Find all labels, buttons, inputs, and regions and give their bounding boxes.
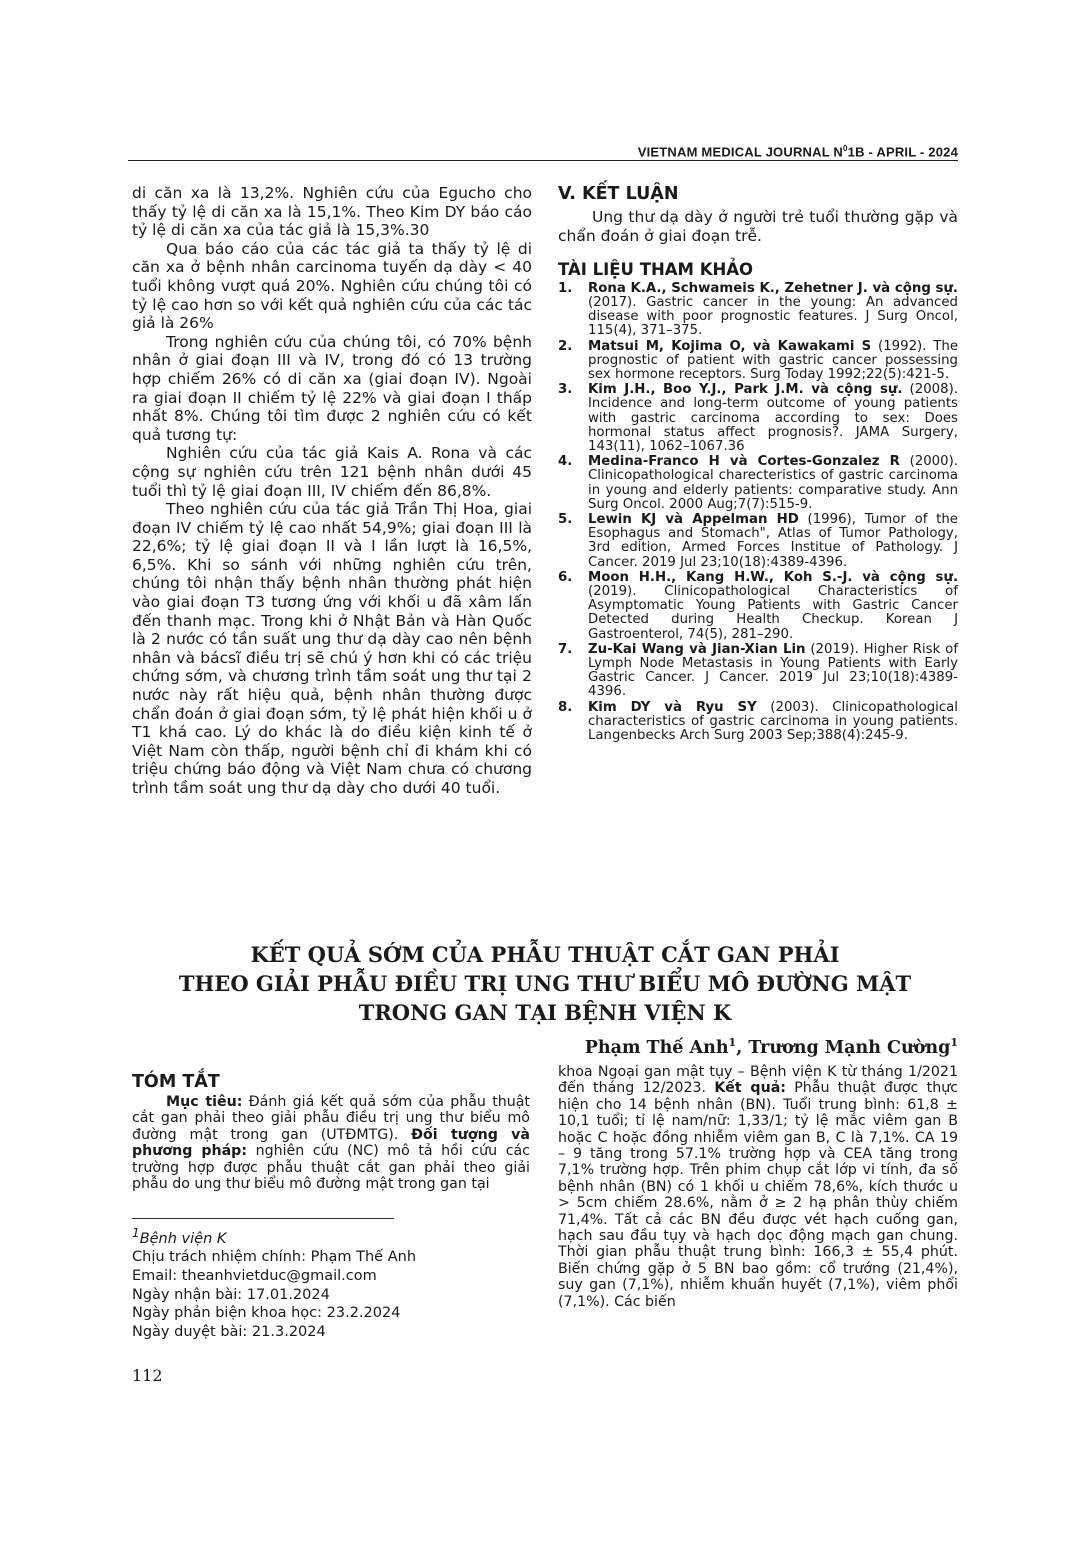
article-title-line: KẾT QUẢ SỚM CỦA PHẪU THUẬT CẮT GAN PHẢI bbox=[250, 942, 840, 967]
conclusion-text: Ung thư dạ dày ở người trẻ tuổi thường gặp và chẩn đoán ở giai đoạn trễ. bbox=[558, 208, 958, 245]
discussion-paragraph: Qua báo cáo của các tác giả ta thấy tỷ lệ di căn xa ở bệnh nhân carcinoma tuyến dạ dày < 40 tuổi không vượt quá 20%. Nghiên cứu chúng tôi có tỷ lệ cao hơn so với kết quả nghiên cứu của các tác giả là 26% bbox=[132, 239, 532, 333]
discussion-column bbox=[132, 184, 532, 798]
abstract-text: khoa Ngoại gan mật tụy – Bệnh viện K từ tháng 1/2021 đến tháng 12/2023. bbox=[558, 1064, 958, 1097]
abstract-left bbox=[132, 1094, 530, 1192]
reference-details: (2017). Gastric cancer in the young: An advanced disease with poor prognostic features. J Surg Oncol, 115(4), 371–375. bbox=[588, 294, 958, 339]
reference-authors: Medina-Franco H và Cortes-Gonzalez R bbox=[588, 454, 900, 470]
header-divider bbox=[128, 160, 958, 161]
affiliation-name: Bệnh viện K bbox=[139, 1230, 227, 1247]
conclusion-references-column bbox=[558, 184, 958, 744]
footnotes bbox=[132, 1224, 416, 1341]
reference-authors: Zu-Kai Wang và Jian-Xian Lin bbox=[588, 641, 806, 657]
affiliation-mark: 1 bbox=[132, 1226, 140, 1240]
accepted-date: Ngày duyệt bài: 21.3.2024 bbox=[132, 1323, 326, 1340]
reference-number: 4. bbox=[558, 454, 573, 470]
reference-details: (2003). Clinicopathological characteristics of gastric carcinoma in young patients. Langenbecks Arch Surg 2003 Sep;388(4):245-9. bbox=[588, 699, 958, 744]
reference-authors: Kim DY và Ryu SY bbox=[588, 699, 757, 715]
reference-details: (2000). Clinicopathological charecteristics of gastric carcinoma in young and elderly patients: comparative study. Ann Surg Oncol. 2000 Aug;7(7):515-9. bbox=[588, 454, 959, 512]
article-title bbox=[150, 940, 940, 1027]
reference-number: 8. bbox=[558, 699, 573, 715]
reference-item bbox=[558, 340, 958, 383]
author-affiliation-mark: 1 bbox=[950, 1036, 958, 1049]
page-number: 112 bbox=[132, 1366, 163, 1385]
reference-authors: Moon H.H., Kang H.W., Koh S.-J. và cộng sự. bbox=[588, 569, 958, 585]
reference-authors: Lewin KJ và Appelman HD bbox=[588, 512, 799, 528]
results-label: Kết quả: bbox=[714, 1080, 786, 1097]
results-text: Phẫu thuật được thực hiện cho 14 bệnh nhân (BN). Tuổi trung bình: 61,8 ± 10,1 tuổi; tỉ lệ nam/nữ: 1,33/1; tỷ lệ mắc viêm gan B hoặc C hoặc đồng nhiễm viêm gan B, C là 7,1%. CA 19 – 9 tăng trong 57.1% trường hợp và CEA tăng trong 7,1% trường hợp. Trên phim chụp cắt lớp vi tính, đa số bệnh nhân (BN) có 1 khối u chiếm 78,6%, kích thước u > 5cm chiếm 28.6%, nằm ở ≥ 2 hạ phân thùy chiếm 71,4%. Tất cả các BN đều được vét hạch cuống gan, hạch sau đầu tụy và hạch dọc động mạch gan chung. Thời gian phẫu thuật trung bình: 166,3 ± 55,4 phút. Biến chứng gặp ở 5 BN bao gồm: cổ trướng (21,4%), suy gan (7,1%), nhiễm khuẩn huyết (7,1%), viêm phổi (7,1%). Các biến bbox=[558, 1080, 959, 1310]
objective-label: Mục tiêu: bbox=[166, 1094, 243, 1110]
reference-item bbox=[558, 701, 958, 744]
discussion-paragraph: Theo nghiên cứu của tác giả Trần Thị Hoa, giai đoạn IV chiếm tỷ lệ cao nhất 54,9%; giai đoạn III là 22,6%; tỷ lệ giai đoạn II và I lần lượt là 16,5%, 6,5%. Khi so sánh với những nghiên cứu trên, chúng tôi nhận thấy bệnh nhân thường phát hiện vào giai đoạn T3 tương ứng với khối u đã xâm lấn đến thanh mạc. Trong khi ở Nhật Bản và Hàn Quốc là 2 nước có tần suất ung thư dạ dày cao nên bệnh nhân và bácsĩ điều trị sẽ chú ý hơn khi có các triệu chứng sớm, và chương trình tầm soát ung thư tại 2 nước này rất hiệu quả, bệnh nhân thường được chẩn đoán ở giai đoạn sớm, tỷ lệ phát hiện khối u ở T1 khá cao. Lý do khác là do điều kiện kinh tế ở Việt Nam còn thấp, người bệnh chỉ đi khám khi có triệu chứng báo động và Việt Nam chưa có chương trình tầm soát ung thư dạ dày cho dưới 40 tuổi. bbox=[132, 500, 532, 797]
reference-number: 6. bbox=[558, 569, 573, 585]
received-date: Ngày nhận bài: 17.01.2024 bbox=[132, 1286, 330, 1303]
author-name: Phạm Thế Anh bbox=[584, 1037, 729, 1058]
reference-number: 3. bbox=[558, 382, 573, 398]
article-authors bbox=[585, 1036, 958, 1058]
article-title-line: TRONG GAN TẠI BỆNH VIỆN K bbox=[358, 1000, 732, 1025]
responsible-author: Chịu trách nhiệm chính: Phạm Thế Anh bbox=[132, 1249, 417, 1266]
reference-authors: Kim J.H., Boo Y.J., Park J.M. và cộng sự. bbox=[588, 382, 903, 398]
footnote-divider bbox=[132, 1218, 394, 1219]
reference-number: 1. bbox=[558, 280, 573, 296]
reference-item bbox=[558, 282, 958, 339]
reference-details: (1996), Tumor of the Esophagus and Stomach", Atlas of Tumor Pathology, 3rd edition, Armed Forces Institue of Pathology. J Cancer. 2019 Jul 23;10(18):4389-4396. bbox=[588, 512, 958, 570]
reference-item bbox=[558, 643, 958, 700]
reference-item bbox=[558, 513, 958, 570]
author-name: Trương Mạnh Cường bbox=[748, 1037, 951, 1058]
reference-details: (2019). Clinicopathological Characteristics of Asymptomatic Young Patients with Gastric Cancer Detected during Health Checkup. Korean J Gastroenterol, 74(5), 281–290. bbox=[588, 584, 958, 642]
affiliation-footnote bbox=[132, 1224, 416, 1248]
summary-heading: TÓM TẮT bbox=[132, 1072, 220, 1092]
methods-label: Đối tượng và phương pháp: bbox=[132, 1126, 530, 1160]
discussion-paragraph: di căn xa là 13,2%. Nghiên cứu của Egucho cho thấy tỷ lệ di căn xa là 15,1%. Theo Kim DY báo cáo tỷ lệ di căn xa của tác giả là 15,3%.30 bbox=[132, 184, 532, 240]
contact-email: Email: theanhvietduc@gmail.com bbox=[132, 1268, 377, 1285]
reference-details: (2019). Higher Risk of Lymph Node Metastasis in Young Patients with Early Gastric Cancer. J Cancer. 2019 Jul 23;10(18):4389-4396. bbox=[588, 641, 958, 700]
methods-text: nghiên cứu (NC) mô tả hồi cứu các trường hợp được phẫu thuật cắt gan phải theo giải phẫu do ung thư biểu mô đường mật trong gan tại bbox=[132, 1143, 530, 1193]
reference-item bbox=[558, 455, 958, 512]
reference-item bbox=[558, 383, 958, 454]
discussion-paragraph: Nghiên cứu của tác giả Kais A. Rona và các cộng sự nghiên cứu trên 121 bệnh nhân dưới 45 tuổi thì tỷ lệ giai đoạn III, IV chiếm đến 86,8%. bbox=[132, 444, 532, 500]
reference-number: 5. bbox=[558, 512, 573, 528]
objective-text: Đánh giá kết quả sớm của phẫu thuật cắt gan phải theo giải phẫu điều trị ung thư biểu mô đường mật trong gan (UTĐMTG). bbox=[132, 1094, 530, 1143]
journal-header-sup: 0 bbox=[843, 144, 848, 153]
abstract-right bbox=[558, 1064, 958, 1310]
reference-authors: Matsui M, Kojima O, và Kawakami S bbox=[588, 338, 872, 354]
journal-header bbox=[128, 144, 958, 159]
conclusion-heading: V. KẾT LUẬN bbox=[558, 184, 679, 204]
reference-authors: Rona K.A., Schwameis K., Zehetner J. và cộng sự. bbox=[588, 280, 958, 296]
reference-number: 7. bbox=[558, 641, 573, 657]
reviewed-date: Ngày phản biện khoa học: 23.2.2024 bbox=[132, 1305, 401, 1322]
journal-header-suffix: 1B - APRIL - 2024 bbox=[847, 144, 958, 160]
author-separator: , bbox=[736, 1037, 749, 1058]
discussion-paragraph: Trong nghiên cứu của chúng tôi, có 70% bệnh nhân ở giai đoạn III và IV, trong đó có 13 trường hợp chiếm 26% có di căn xa (giai đoạn IV). Ngoài ra giai đoạn II chiếm tỷ lệ 22% và giai đoạn I thấp nhất 8%. Chúng tôi tìm được 2 nghiên cứu có kết quả tương tự: bbox=[132, 332, 532, 444]
reference-details: (2008). Incidence and long-term outcome of young patients with gastric carcinoma according to sex: Does hormonal status affect prognosis?. JAMA Surgery, 143(11), 1062–1067.36 bbox=[588, 382, 958, 455]
reference-item bbox=[558, 571, 958, 642]
reference-list bbox=[558, 282, 958, 744]
journal-header-prefix: VIETNAM MEDICAL JOURNAL N bbox=[637, 144, 844, 160]
references-heading: TÀI LIỆU THAM KHẢO bbox=[558, 260, 754, 280]
reference-number: 2. bbox=[558, 338, 573, 354]
reference-details: (1992). The prognostic of patient with gastric cancer possessing sex hormone receptors. Surg Today 1992;22(5):421-5. bbox=[588, 338, 958, 382]
author-affiliation-mark: 1 bbox=[728, 1036, 737, 1049]
article-title-line: THEO GIẢI PHẪU ĐIỀU TRỊ UNG THƯ BIỂU MÔ ĐƯỜNG MẬT bbox=[178, 971, 912, 996]
